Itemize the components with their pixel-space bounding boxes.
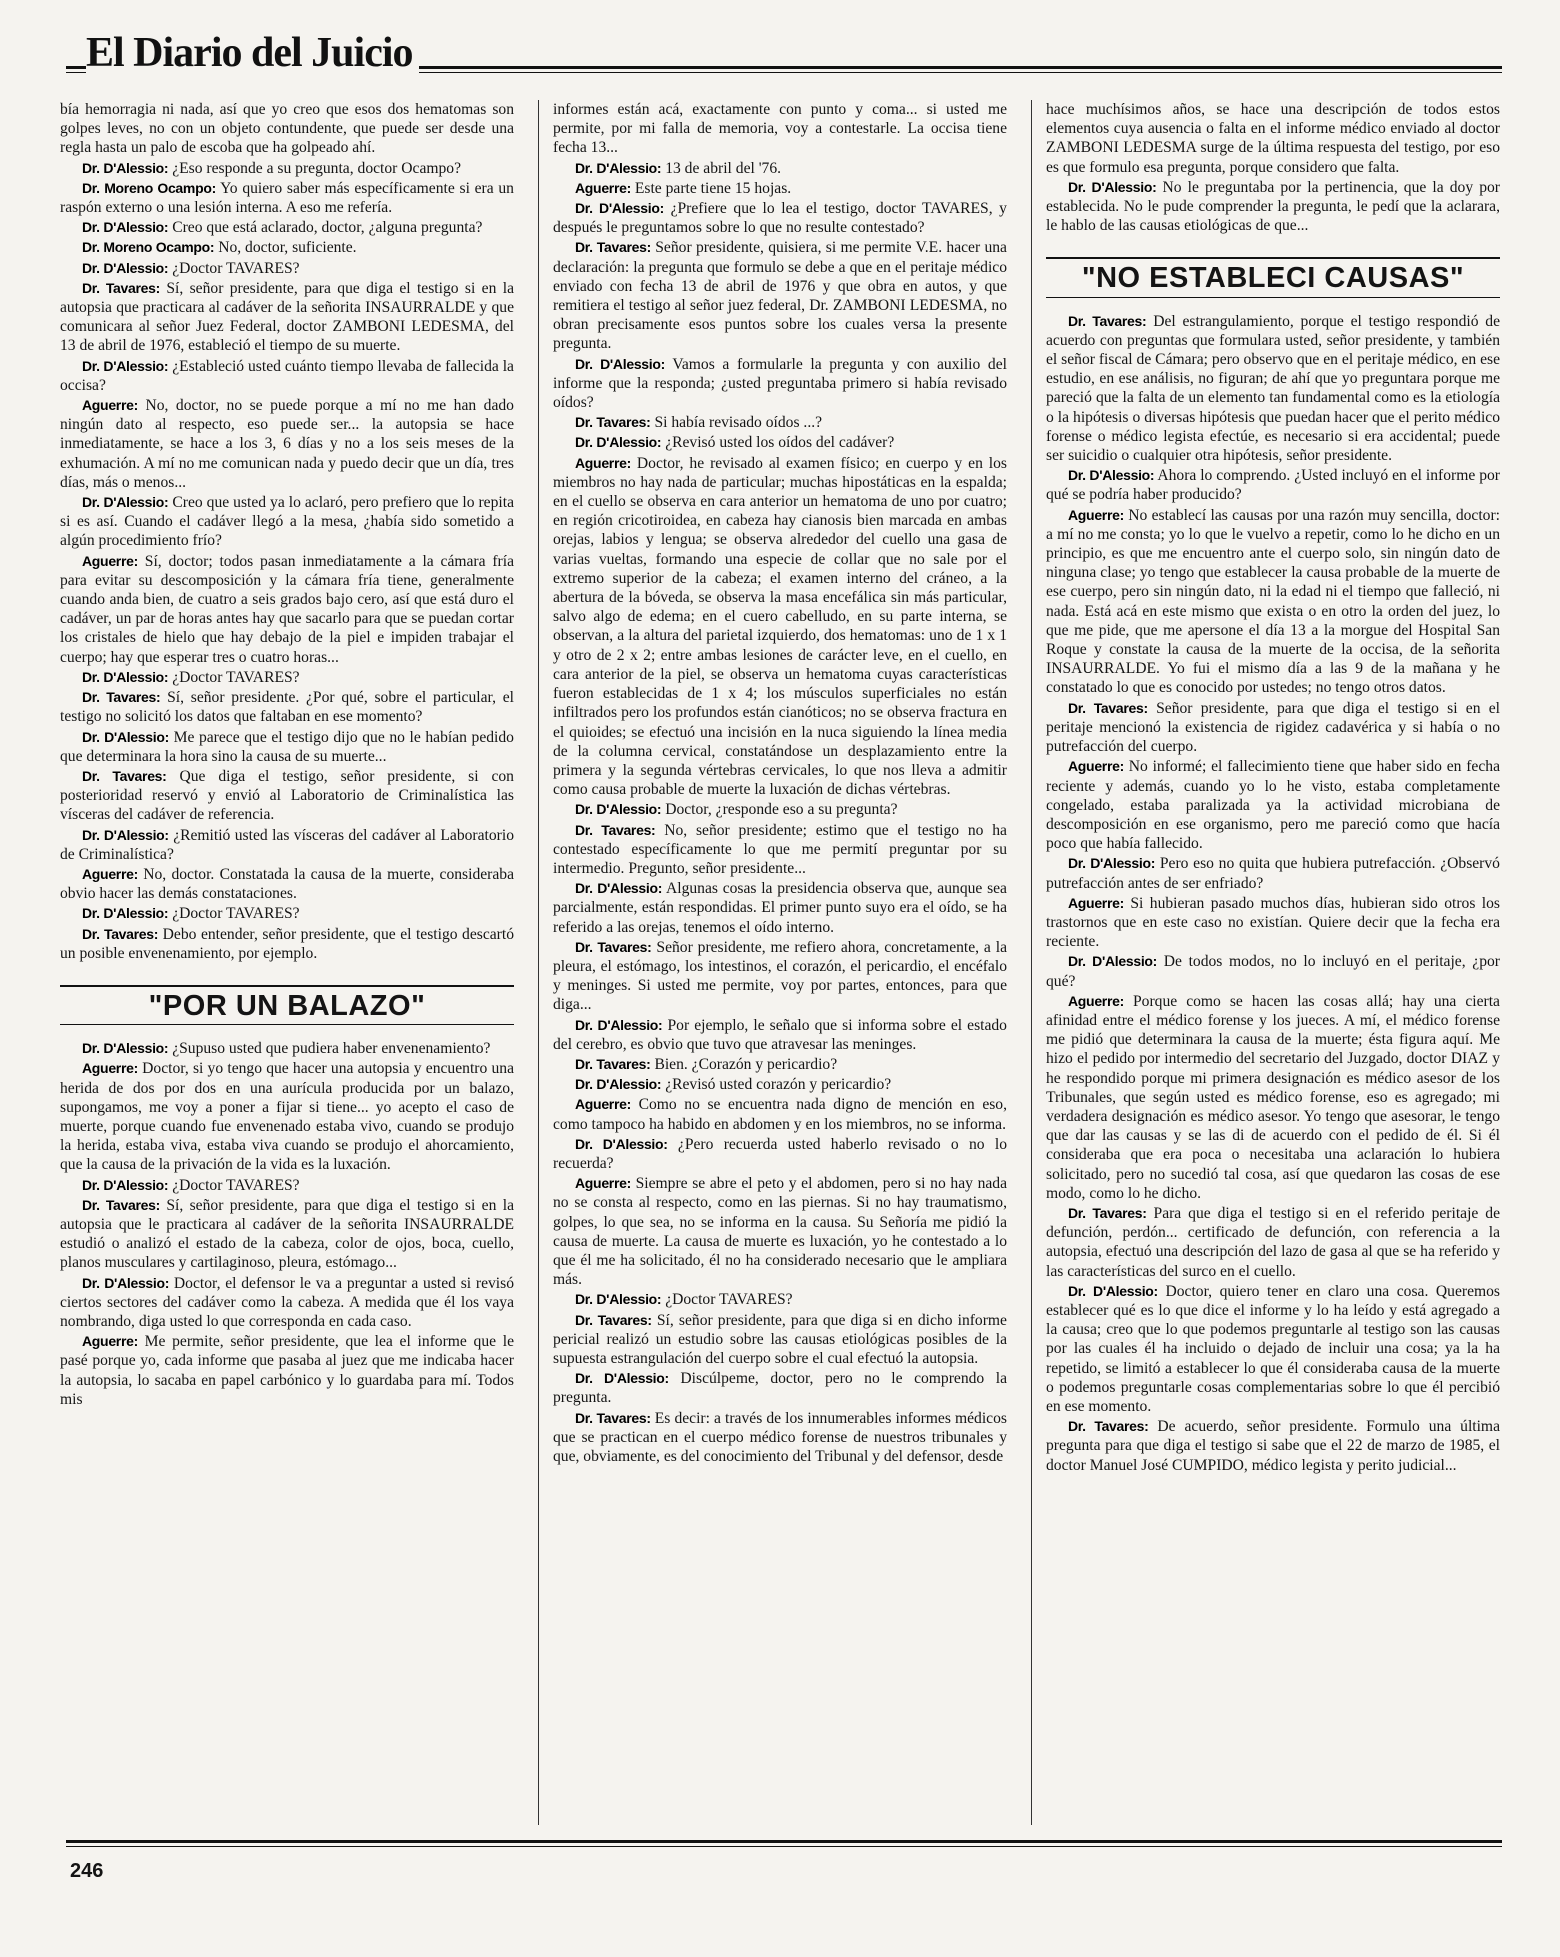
paragraph-text: Doctor, quiero tener en claro una cosa. Queremos establecer qué es lo que dice el informe y lo ha leído y está agregado a la causa; creo que lo que podemos preguntarle al testigo son las causas por las cuales él ha incluido o dejado de incluir una cosa; ya la ha repetido, se limitó a establecer lo que él consideraba causa de la muerte o podemos preguntarle cosas complementarias sobre lo que él percibió en ese momento. [1046,1282,1500,1415]
article-columns [60,100,1500,1825]
dialogue-paragraph [1046,100,1500,177]
dialogue-paragraph [553,454,1007,800]
speaker-name: Aguerre: [1068,894,1124,911]
speaker-name: Dr. D'Alessio: [82,259,169,276]
speaker-name: Dr. D'Alessio: [82,219,169,236]
speaker-name: Dr. D'Alessio: [1068,953,1158,970]
speaker-name: Dr. Tavares: [82,925,159,942]
speaker-name: Aguerre: [575,454,631,471]
speaker-name: Dr. D'Alessio: [575,434,662,451]
paragraph-text: ¿Doctor TAVARES? [665,1291,793,1309]
dialogue-paragraph [553,821,1007,879]
paragraph-text: Como no se encuentra nada digno de mención en eso, como tampoco ha habido en abdomen y en los miembros, no se informa. [553,1096,1007,1133]
paragraph-text: ¿Prefiere que lo lea el testigo, doctor TAVARES, y después le preguntamos sobre lo que no resulte contestado? [553,200,1007,237]
paragraph-text: No establecí las causas por una razón muy sencilla, doctor: a mí no me consta; yo lo que le vuelvo a repetir, como lo he dicho en un principio, es que me encuentro ante el cuerpo solo, sin ningún dato de ninguna clase; yo tengo que establecer la causa probable de la muerte de ese cuerpo, pero sin ningún dato, ni la edad ni el tiempo que falleció, ni nada. Está acá en este mismo que exista o en otro la orden del juez, lo que me pide, que me apersone el día 13 a la morgue del Hospital San Roque y constate la causa de la muerte de la occisa, de la señorita INSAURRALDE. Yo fui el mismo día a las 9 de la mañana y he constatado lo que es conocido por ustedes; no tengo otros datos. [1046,506,1500,697]
dialogue-paragraph [60,238,514,257]
speaker-name: Dr. Moreno Ocampo: [82,239,215,256]
dialogue-paragraph [60,904,514,923]
paragraph-text: Vamos a formularle la pregunta y con auxilio del informe que la responda; ¿usted preguntaba primero si había revisado oídos? [553,355,1007,412]
speaker-name: Dr. Tavares: [575,1055,651,1072]
paragraph-text: Sí, doctor; todos pasan inmediatamente a la cámara fría para evitar su descomposición y la cámara fría tiene, generalmente cuando anda bien, de cuatro a seis grados bajo cero, así que está duro el cadáver, un par de horas antes hay que sacarlo para que se puedan cortar los cristales de hielo que hay debajo de la piel e impiden trabajar el cuerpo; hay que esperar tres o cuatro horas... [60,552,514,666]
paragraph-text: ¿Estableció usted cuánto tiempo llevaba de fallecida la occisa? [60,357,514,394]
dialogue-paragraph [60,767,514,825]
paragraph-text: Doctor, ¿responde eso a su pregunta? [665,801,898,819]
paragraph-text: Doctor, he revisado al examen físico; en cuerpo y en los miembros no hay nada de particular; muchas hipostáticas en la espalda; en el cuello se observa en cara anterior un hematoma de uno por cuatro; en región cricotiroidea, en cabeza hay cianosis bien marcada en ambas orejas, labios y lengua; se observa alrededor del cuello una gasa de varias vueltas, formando una especie de collar que no sale por el extremo superior de la cabeza; el examen interno del cráneo, a la abertura de la bóveda, se observa la masa encefálica sin más particular, salvo algo de edema; en el cuero cabelludo, en su parte interna, se observan, a la altura del parietal izquierdo, dos hematomas: uno de 1 x 1 y otro de 2 x 2; entre ambas lesiones de carácter leve, en el cuello, en cara anterior de la piel, se observa un hematoma cuyas características fueron establecidas de 1 x 4; los músculos superficiales no están infiltrados pero los profundos están cianóticos; no se observa fractura en el quioides; se efectuó una incisión en la nuca siguiendo la línea media de la columna cervical, constatándose un desplazamiento entre la primera y la segunda vértebras cervicales, lo que nos lleva a admitir como causa probable de muerte la luxación de dichas vértebras. [553,454,1007,799]
dialogue-paragraph [60,1176,514,1195]
paragraph-text: ¿Revisó usted los oídos del cadáver? [665,434,895,452]
paragraph-text: Creo que está aclarado, doctor, ¿alguna pregunta? [172,219,483,237]
dialogue-paragraph [60,552,514,667]
speaker-name: Aguerre: [1068,758,1124,775]
speaker-name: Dr. Tavares: [575,1409,651,1426]
speaker-name: Dr. Tavares: [575,239,651,256]
paragraph-text: ¿Revisó usted corazón y pericardio? [665,1076,892,1094]
paragraph-text: Si había revisado oídos ...? [654,414,823,432]
speaker-name: Dr. D'Alessio: [575,159,662,176]
column-1 [60,100,514,1825]
paragraph-text: 13 de abril del '76. [665,159,782,177]
paragraph-text: informes están acá, exactamente con punto y coma... si usted me permite, por mi falla de memoria, voy a contestarle. La occisa tiene fecha 13... [553,101,1007,157]
dialogue-paragraph [553,1016,1007,1054]
dialogue-paragraph [1046,312,1500,466]
paragraph-text: ¿Eso responde a su pregunta, doctor Ocampo? [172,159,462,177]
dialogue-paragraph [553,1095,1007,1133]
paragraph-text: No le preguntaba por la pertinencia, que la doy por establecida. No le pude comprender la pregunta, le pedí que la aclarara, le hablo de las causas etiológicas de que... [1046,178,1500,235]
paragraph-text: Doctor, si yo tengo que hacer una autopsia y encuentro una herida de dos por dos en una aurícula producida por un balazo, supongamos, me voy a poner a fijar si tiene... yo acepto el caso de muerte, porque cuando fue envenenado estaba vivo, cuando se produjo la herida, estaba viva, estaba viva cuando se produjo el ahorcamiento, que la causa de la privación de la vida es la luxación. [60,1060,514,1174]
dialogue-paragraph [60,259,514,278]
dialogue-paragraph [553,179,1007,198]
dialogue-paragraph [553,238,1007,353]
dialogue-paragraph [60,826,514,864]
speaker-name: Dr. Tavares: [82,689,161,706]
dialogue-paragraph [1046,1204,1500,1281]
speaker-name: Dr. D'Alessio: [575,801,662,818]
paragraph-text: Sí, señor presidente, para que diga el testigo si en la autopsia que le practicara al cadáver de la señorita INSAURRALDE estudió o analizó el estado de la cabeza, color de ojos, boca, cuello, planos musculares y cartilaginoso, pleura, estómago... [60,1196,514,1272]
speaker-name: Aguerre: [1068,506,1124,523]
paragraph-text: ¿Doctor TAVARES? [172,259,300,277]
dialogue-paragraph [1046,1282,1500,1416]
speaker-name: Dr. D'Alessio: [82,668,169,685]
dialogue-paragraph [553,1174,1007,1289]
speaker-name: Aguerre: [82,397,138,414]
speaker-name: Dr. D'Alessio: [575,355,665,372]
paragraph-text: Pero eso no quita que hubiera putrefacción. ¿Observó putrefacción antes de ser enfriado? [1046,855,1500,892]
paragraph-text: Siempre se abre el peto y el abdomen, pero si no hay nada no se consta al respecto, como en las piernas. Si no hay traumatismo, golpes, lo que sea, no se informa en la causa. Su Señoría me pidió la causa de muerte. La causa de muerte es luxación, yo he contestado a lo que él me ha solicitado, él no ha considerado necesario que le ampliara más. [553,1175,1007,1289]
paragraph-text: Sí, señor presidente. ¿Por qué, sobre el particular, el testigo no solicitó los datos que faltaban en ese momento? [60,689,514,726]
paragraph-text: Por ejemplo, le señalo que si informa sobre el estado del cerebro, es obvio que tuvo que atravesar las meninges. [553,1016,1007,1053]
dialogue-paragraph [60,865,514,903]
speaker-name: Dr. Tavares: [1068,1418,1149,1435]
paragraph-text: Que diga el testigo, señor presidente, si con posterioridad reservó y envió al Laboratorio de Criminalística las vísceras del cadáver de referencia. [60,767,514,824]
paragraph-text: Ahora lo comprendo. ¿Usted incluyó en el informe por qué se podría haber producido? [1046,467,1500,504]
speaker-name: Dr. Tavares: [1068,1204,1147,1221]
dialogue-paragraph [1046,894,1500,952]
paragraph-text: Doctor, el defensor le va a preguntar a usted si revisó ciertos sectores del cadáver como la cabeza. A medida que él los vaya nombrando, diga usted lo que corresponda en cada caso. [60,1274,514,1330]
dialogue-paragraph [1046,506,1500,698]
dialogue-paragraph [1046,466,1500,504]
speaker-name: Dr. D'Alessio: [1068,1282,1158,1299]
dialogue-paragraph [553,1311,1007,1369]
paragraph-text: Para que diga el testigo si en el referido peritaje de defunción, perdón... certificado de defunción, con referencia a la autopsia, efectuó una descripción del lazo de gasa al que se ha referido y las características del surco en el cuello. [1046,1204,1500,1280]
speaker-name: Dr. Tavares: [82,1196,160,1213]
dialogue-paragraph [60,925,514,963]
paragraph-text: Porque como se hacen las cosas allá; hay una cierta afinidad entre el médico forense y los jueces. A mí, el médico forense me pidió que determinara la causa de la muerte; ésta figura aquí. Me hizo el pedido por intermedio del secretario del Juzgado, doctor DIAZ y he respondido porque mi primera designación es médico asesor de los Tribunales, que según usted es médico forense, eso es agregado; mi verdadera designación es médico asesor. Yo tengo que asesorar, le tengo que dar las causas y se las di de acuerdo con el pedido de él. Si él consideraba que era poca o necesitaba una aclaración lo hubiera solicitado, pero no sucedió tal cosa, así que quedaron las cosas de ese modo, como lo he dicho. [1046,992,1500,1202]
dialogue-paragraph [60,1059,514,1174]
paragraph-text: Creo que usted ya lo aclaró, pero prefiero que lo repita si es así. Cuando el cadáver llegó a la mesa, ¿había sido sometido a algún procedimiento frío? [60,494,514,550]
speaker-name: Dr. D'Alessio: [575,1291,662,1308]
speaker-name: Aguerre: [82,1060,138,1077]
speaker-name: Dr. D'Alessio: [1068,178,1157,195]
speaker-name: Dr. D'Alessio: [82,728,169,745]
speaker-name: Dr. D'Alessio: [82,905,169,922]
speaker-name: Dr. D'Alessio: [575,200,664,217]
speaker-name: Dr. Tavares: [82,279,160,296]
section-heading: "NO ESTABLECI CAUSAS" [1046,257,1500,297]
speaker-name: Aguerre: [575,1096,631,1113]
paragraph-text: Del estrangulamiento, porque el testigo respondió de acuerdo con preguntas que formulara usted, señor presidente, y también el señor fiscal de Cámara; pero observo que en el peritaje médico, en ese estudio, en ese análisis, no figuran; de ahí que yo preguntara porque me pareció que la falta de un elemento tan fundamental como es la etiología o la hipótesis o diversas hipótesis que puedan hacer que el perito médico forense o médico legista efectúe, es necesario si era accidental; puede ser suicidio o cualquier otra hipótesis, señor presidente. [1046,312,1500,465]
paragraph-text: Algunas cosas la presidencia observa que, aunque sea parcialmente, están respondidas. El primer punto suyo era el oído, se ha referido a las orejas, tenemos el oído interno. [553,880,1007,936]
speaker-name: Dr. D'Alessio: [1068,467,1155,484]
speaker-name: Dr. Tavares: [575,938,652,955]
paragraph-text: Si hubieran pasado muchos días, hubieran sido otros los trastornos que en este caso no existían. Quiere decir que la fecha era reciente. [1046,894,1500,951]
paragraph-text: Me parece que el testigo dijo que no le habían pedido que determinara la hora sino la causa de su muerte... [60,728,514,765]
speaker-name: Aguerre: [82,552,138,569]
dialogue-paragraph [60,396,514,492]
dialogue-paragraph [553,800,1007,819]
speaker-name: Dr. Tavares: [575,1311,652,1328]
paragraph-text: De acuerdo, señor presidente. Formulo una última pregunta para que diga el testigo si sabe que el 22 de marzo de 1985, el doctor Manuel José CUMPIDO, médico legista y perito judicial... [1046,1418,1500,1474]
speaker-name: Dr. D'Alessio: [575,1076,662,1093]
paragraph-text: ¿Doctor TAVARES? [172,668,300,686]
dialogue-paragraph [60,688,514,726]
dialogue-paragraph [60,279,514,356]
paragraph-text: ¿Doctor TAVARES? [172,905,300,923]
paragraph-text: De todos modos, no lo incluyó en el peritaje, ¿por qué? [1046,953,1500,990]
dialogue-paragraph [553,1075,1007,1094]
dialogue-paragraph [553,1290,1007,1309]
paragraph-text: No, doctor, no se puede porque a mí no me han dado ningún dato al respecto, eso puede ser... la autopsia se hace inmediatamente, se hace a los 3, 6 días y no a los seis meses de la exhumación. A mí no me comunican nada y puedo decir que un día, tres días, más o menos... [60,397,514,491]
paragraph-text: ¿Doctor TAVARES? [172,1176,300,1194]
paragraph-text: Este parte tiene 15 hojas. [634,179,792,197]
dialogue-paragraph [553,433,1007,452]
paragraph-text: Es decir: a través de los innumerables informes médicos que se practican en el cuerpo médico forense de nuestros tribunales y que, obviamente, es del conocimiento del Tribunal y del defensor, desde [553,1409,1007,1466]
speaker-name: Dr. Tavares: [1068,312,1147,329]
dialogue-paragraph [60,357,514,395]
dialogue-paragraph [1046,952,1500,990]
dialogue-paragraph [553,159,1007,178]
speaker-name: Dr. D'Alessio: [1068,855,1156,872]
dialogue-paragraph [553,1055,1007,1074]
speaker-name: Aguerre: [575,179,631,196]
dialogue-paragraph [60,100,514,158]
speaker-name: Dr. Tavares: [575,414,651,431]
paragraph-text: Sí, señor presidente, para que diga si en dicho informe pericial realizó un estudio sobre las causas etiológicas posibles de la supuesta estrangulación del cuerpo sobre el cual efectuó la autopsia. [553,1311,1007,1367]
dialogue-paragraph [1046,992,1500,1203]
paragraph-text: ¿Pero recuerda usted haberlo revisado o no lo recuerda? [553,1135,1007,1172]
page-number: 246 [70,1860,104,1882]
masthead [66,20,1502,90]
dialogue-paragraph [1046,854,1500,892]
dialogue-paragraph [1046,178,1500,236]
paragraph-text: No, señor presidente; estimo que el testigo no ha contestado específicamente lo que me permití preguntar por su intermedio. Pregunto, señor presidente... [553,821,1007,877]
speaker-name: Dr. D'Alessio: [575,1370,669,1387]
dialogue-paragraph [553,1409,1007,1467]
dialogue-paragraph [553,1369,1007,1407]
dialogue-paragraph [60,179,514,217]
dialogue-paragraph [60,159,514,178]
paragraph-text: Señor presidente, para que diga el testigo si en el peritaje mencionó la existencia de rigidez cadavérica y si había o no putrefacción del cuerpo. [1046,699,1500,756]
paragraph-text: Señor presidente, quisiera, si me permite V.E. hacer una declaración: la pregunta que formulo se debe a que en el peritaje médico enviado con fecha 13 de abril de 1976 y que obra en autos, y que remitiera el testigo al señor juez federal, Dr. ZAMBONI LEDESMA, no obran precisamente esos puntos sobre los cuales versa la presente pregunta. [553,239,1007,353]
dialogue-paragraph [553,938,1007,1015]
dialogue-paragraph [553,1135,1007,1173]
paragraph-text: Sí, señor presidente, para que diga el testigo si en la autopsia que practicara al cadáver de la señorita INSAURRALDE y que comunicara al señor Juez Federal, doctor ZAMBONI LEDESMA, del 13 de abril de 1976, estableció el tiempo de su muerte. [60,279,514,355]
speaker-name: Dr. D'Alessio: [575,880,663,897]
dialogue-paragraph [553,355,1007,413]
dialogue-paragraph [60,668,514,687]
speaker-name: Dr. D'Alessio: [82,1274,170,1291]
speaker-name: Aguerre: [1068,992,1124,1009]
speaker-name: Aguerre: [82,1333,138,1350]
speaker-name: Dr. D'Alessio: [82,1176,169,1193]
speaker-name: Dr. D'Alessio: [575,1016,663,1033]
paragraph-text: Me permite, señor presidente, que lea el informe que le pasé porque yo, cada informe que pasaba al juez que me indicaba hacer la autopsia, lo sacaba en papel carbónico y lo guardaba para mí. Todos mis [60,1333,514,1408]
dialogue-paragraph [1046,1417,1500,1475]
speaker-name: Aguerre: [575,1175,631,1192]
paragraph-text: Debo entender, señor presidente, que el testigo descartó un posible envenenamiento, por ejemplo. [60,925,514,962]
paragraph-text: Señor presidente, me refiero ahora, concretamente, a la pleura, el estómago, los intestinos, el corazón, el pericardio, el encéfalo y meninges. Si usted me permite, voy por partes, entonces, para que diga... [553,938,1007,1014]
speaker-name: Dr. Tavares: [82,767,167,784]
paragraph-text: hace muchísimos años, se hace una descripción de todos estos elementos cuya ausencia o falta en el informe médico enviado al doctor ZAMBONI LEDESMA surge de la última respuesta del testigo, por eso es que formulo esa pregunta, porque considero que falta. [1046,101,1500,176]
paragraph-text: ¿Remitió usted las vísceras del cadáver al Laboratorio de Criminalística? [60,826,514,863]
column-3 [1031,100,1500,1825]
dialogue-paragraph [553,879,1007,937]
speaker-name: Dr. D'Alessio: [82,494,169,511]
dialogue-paragraph [60,493,514,551]
speaker-name: Dr. D'Alessio: [82,826,169,843]
paragraph-text: ¿Supuso usted que pudiera haber envenenamiento? [172,1040,491,1058]
speaker-name: Aguerre: [82,865,138,882]
footer-rule [66,1840,1502,1843]
speaker-name: Dr. D'Alessio: [82,159,169,176]
dialogue-paragraph [553,100,1007,158]
dialogue-paragraph [553,413,1007,432]
speaker-name: Dr. D'Alessio: [575,1135,668,1152]
column-2 [538,100,1007,1825]
dialogue-paragraph [60,218,514,237]
paragraph-text: No informé; el fallecimiento tiene que haber sido en fecha reciente y además, cuando yo lo he visto, estaba completamente congelado, estaba paralizada ya la actividad microbiana de descomposición en ese organismo, pero me pareció como que hacía poco que había fallecido. [1046,758,1500,853]
paragraph-text: No, doctor. Constatada la causa de la muerte, consideraba obvio hacer las demás constataciones. [60,865,514,903]
section-heading: "POR UN BALAZO" [60,985,514,1025]
dialogue-paragraph [60,1332,514,1409]
dialogue-paragraph [60,1039,514,1058]
dialogue-paragraph [60,1196,514,1273]
paragraph-text: Discúlpeme, doctor, pero no le comprendo la pregunta. [553,1370,1007,1407]
publication-title: El Diario del Juicio [86,28,419,78]
dialogue-paragraph [1046,699,1500,757]
dialogue-paragraph [1046,757,1500,853]
speaker-name: Dr. Tavares: [575,821,656,838]
footer-rule-thin [66,1846,1502,1847]
dialogue-paragraph [553,199,1007,237]
paragraph-text: Yo quiero saber más específicamente si era un raspón externo o una lesión interna. A eso me refería. [60,179,514,217]
dialogue-paragraph [60,728,514,766]
speaker-name: Dr. D'Alessio: [82,1040,169,1057]
dialogue-paragraph [60,1274,514,1332]
paragraph-text: bía hemorragia ni nada, así que yo creo que esos dos hematomas son golpes leves, no con un objeto contundente, que puede ser desde una regla hasta un palo de escoba que ha golpeado ahí. [60,101,514,157]
speaker-name: Dr. Tavares: [1068,699,1148,716]
paragraph-text: Bien. ¿Corazón y pericardio? [654,1055,838,1073]
paragraph-text: No, doctor, suficiente. [218,239,357,257]
speaker-name: Dr. D'Alessio: [82,357,169,374]
speaker-name: Dr. Moreno Ocampo: [82,179,216,196]
